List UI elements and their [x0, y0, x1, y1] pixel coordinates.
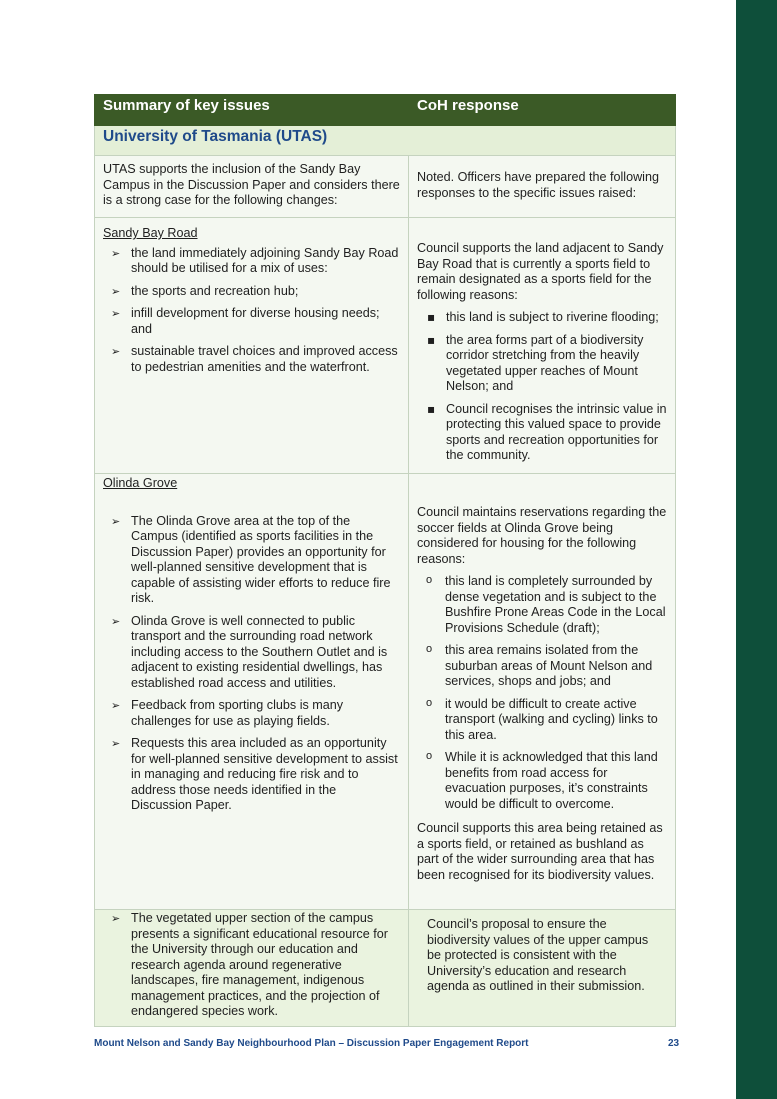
row4-issue [95, 910, 409, 1027]
table-row [95, 218, 676, 474]
table-row [95, 156, 676, 218]
list-item: ➢ Olinda Grove is well connected to public transport and the surrounding road network including access to the Southern Outlet and is adjacent to existing residential dwellings, has established road access and utilities. [131, 614, 400, 692]
row2-list [103, 246, 400, 376]
row1-issue [95, 156, 409, 218]
list-item: ➢ sustainable travel choices and improved access to pedestrian amenities and the waterfront. [131, 344, 400, 375]
row4-response [409, 910, 676, 1027]
list-item: o While it is acknowledged that this land benefits from road access for evacuation purposes, it’s constraints would be difficult to overcome. [445, 750, 667, 812]
row3-response [409, 474, 676, 910]
section-row [95, 126, 676, 156]
page-number: 23 [668, 1038, 680, 1049]
row2-heading: Sandy Bay Road [103, 226, 198, 240]
row1-issue-text: UTAS supports the inclusion of the Sandy Bay Campus in the Discussion Paper and considers there is a strong case for the following changes: [103, 162, 400, 207]
row1-response [409, 156, 676, 218]
row2-response [409, 218, 676, 474]
list-item: ➢ the sports and recreation hub; [131, 284, 400, 300]
row3-issue [95, 474, 409, 910]
row4-list [103, 911, 400, 1020]
row3-heading: Olinda Grove [103, 476, 178, 490]
list-item: ➢ the land immediately adjoining Sandy Bay Road should be utilised for a mix of uses: [131, 246, 400, 277]
section-title: University of Tasmania (UTAS) [95, 126, 676, 156]
list-item: ▪ this land is subject to riverine flooding; [446, 310, 667, 326]
header-response: CoH response [409, 95, 676, 126]
row2-response-list [417, 310, 667, 464]
list-item: ➢ The Olinda Grove area at the top of the Campus (identified as sports facilities in the Discussion Paper) provides an opportunity for well-planned sensitive development that is capable of assisting wider efforts to reduce fire risk. [131, 514, 400, 607]
table-row [95, 910, 676, 1027]
list-item: ➢ The vegetated upper section of the campus presents a significant educational resource for the University through our education and research agenda around regenerative landscapes, fire management, indigenous management practices, and the projection of endangered species work. [131, 911, 400, 1020]
list-item: o this area remains isolated from the suburban areas of Mount Nelson and services, shops and jobs; and [445, 643, 667, 690]
row3-response-list [417, 574, 667, 812]
row3-response-intro: Council maintains reservations regarding the soccer fields at Olinda Grove being considered for housing for the following reasons: [417, 505, 667, 566]
list-item: o this land is completely surrounded by dense vegetation and is subject to the Bushfire Prone Areas Code in the Local Provisions Schedule (draft); [445, 574, 667, 636]
list-item: o it would be difficult to create active transport (walking and cycling) links to this area. [445, 697, 667, 744]
footer-title: Mount Nelson and Sandy Bay Neighbourhood Plan – Discussion Paper Engagement Report [94, 1038, 529, 1049]
table-header-row [95, 95, 676, 126]
list-item: ➢ Requests this area included as an opportunity for well-planned sensitive development to assist in managing and reducing fire risk and to address those needs identified in the Discussion Paper. [131, 736, 400, 814]
sidebar-band [736, 0, 777, 1099]
row2-response-intro: Council supports the land adjacent to Sandy Bay Road that is currently a sports field to remain designated as a sports field for the following reasons: [417, 241, 664, 302]
row3-response-outro: Council supports this area being retained as a sports field, or retained as bushland as part of the wider surrounding area that has been recognised for its biodiversity values. [417, 821, 663, 882]
row3-list [103, 514, 400, 814]
header-summary: Summary of key issues [95, 95, 409, 126]
list-item: ➢ Feedback from sporting clubs is many challenges for use as playing fields. [131, 698, 400, 729]
row2-issue [95, 218, 409, 474]
list-item: ➢ infill development for diverse housing needs; and [131, 306, 400, 337]
issues-table [94, 94, 676, 1027]
list-item: ▪ Council recognises the intrinsic value in protecting this valued space to provide sports and recreation opportunities for the community. [446, 402, 667, 464]
table-row [95, 474, 676, 910]
row4-response-text: Council’s proposal to ensure the biodiversity values of the upper campus be protected is consistent with the University’s education and research agenda as outlined in their submission. [427, 917, 649, 993]
list-item: ▪ the area forms part of a biodiversity corridor stretching from the heavily vegetated upper reaches of Mount Nelson; and [446, 333, 667, 395]
row1-response-text: Noted. Officers have prepared the following responses to the specific issues raised: [417, 170, 659, 200]
